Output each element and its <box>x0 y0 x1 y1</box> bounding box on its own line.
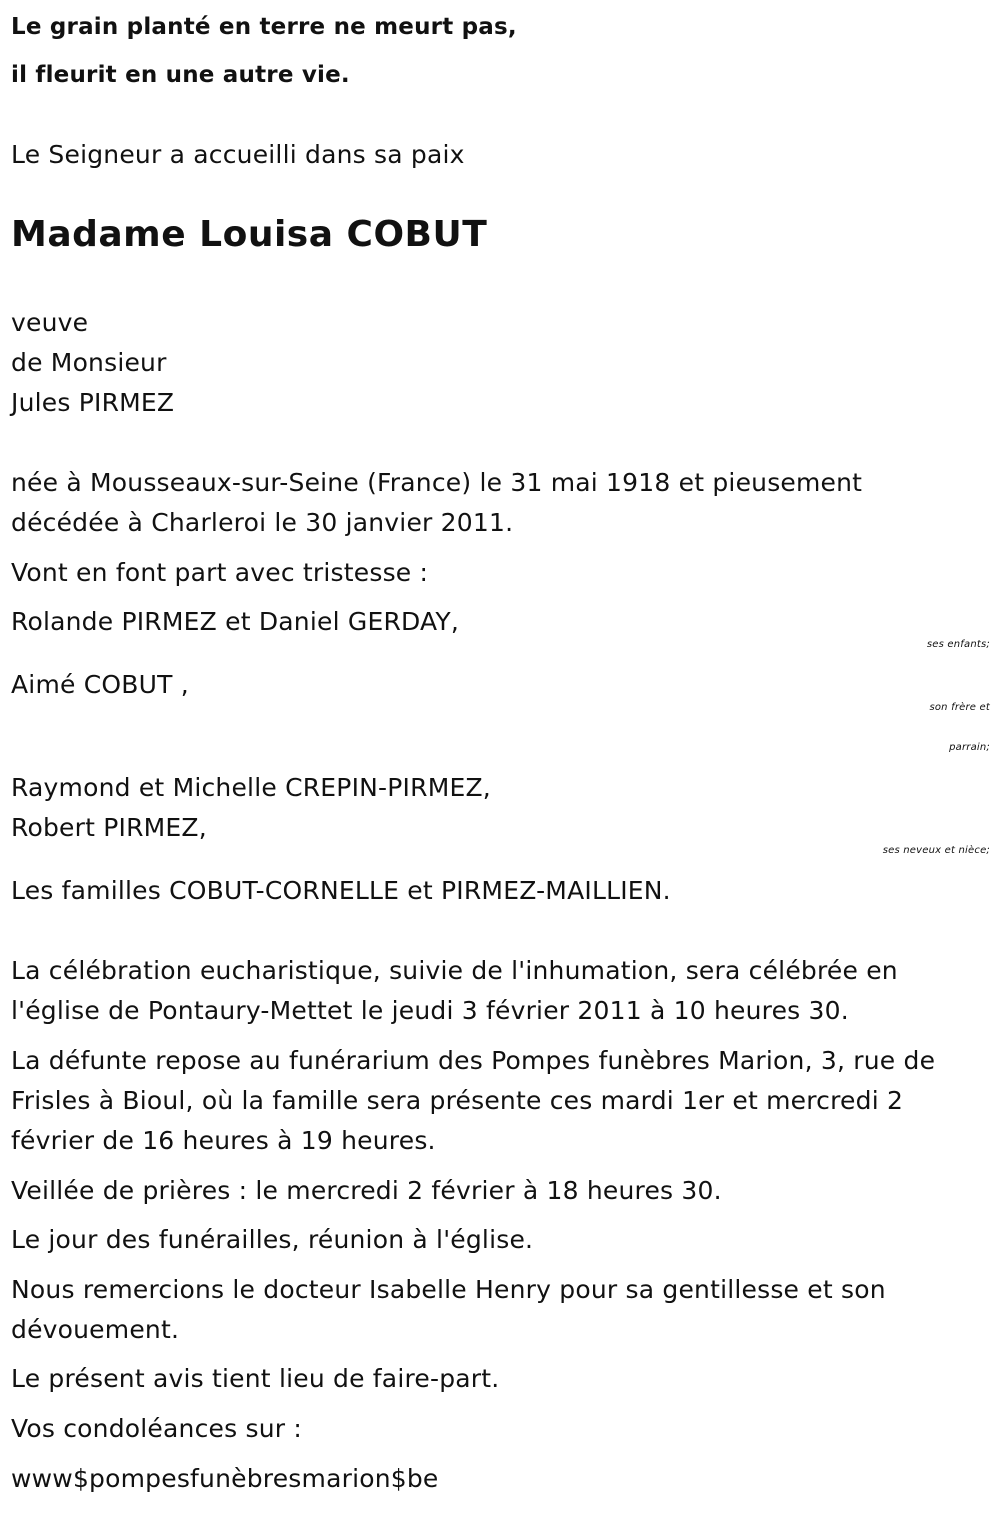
nephew-line-1: Raymond et Michelle CREPIN-PIRMEZ, <box>11 773 491 802</box>
nephew-line-2: Robert PIRMEZ, <box>11 813 207 842</box>
epigraph-line-1: Le grain planté en terre ne meurt pas, <box>11 14 517 40</box>
birth-death-line-1: née à Mousseaux-sur-Seine (France) le 31 mai 1918 et pieusement <box>11 468 863 497</box>
announce-text: Vont en font part avec tristesse : <box>11 558 429 587</box>
repose-line-2: Frisles à Bioul, où la famille sera présente ces mardi 1er et mercredi 2 <box>11 1086 904 1115</box>
intro-text: Le Seigneur a accueilli dans sa paix <box>11 140 465 169</box>
spouse-line-1: veuve <box>11 308 89 337</box>
thanks-line-1: Nous remercions le docteur Isabelle Henry pour sa gentillesse et son <box>11 1275 886 1304</box>
thanks-line-2: dévouement. <box>11 1315 180 1344</box>
repose-line-3: février de 16 heures à 19 heures. <box>11 1126 436 1155</box>
brother-name: Aimé COBUT , <box>11 670 189 699</box>
epigraph-line-2: il fleurit en une autre vie. <box>11 62 350 88</box>
vigil-text: Veillée de prières : le mercredi 2 février à 18 heures 30. <box>11 1176 722 1205</box>
funeral-day-text: Le jour des funérailles, réunion à l'église. <box>11 1225 534 1254</box>
deceased-name: Madame Louisa COBUT <box>11 214 488 255</box>
ceremony-line-2: l'église de Pontaury-Mettet le jeudi 3 février 2011 à 10 heures 30. <box>11 996 849 1025</box>
children-names: Rolande PIRMEZ et Daniel GERDAY, <box>11 607 460 636</box>
notice-text: Le présent avis tient lieu de faire-part. <box>11 1364 500 1393</box>
condolences-label: Vos condoléances sur : <box>11 1414 302 1443</box>
families-line: Les familles COBUT-CORNELLE et PIRMEZ-MAILLIEN. <box>11 876 671 905</box>
spouse-line-2: de Monsieur <box>11 348 167 377</box>
birth-death-line-2: décédée à Charleroi le 30 janvier 2011. <box>11 508 514 537</box>
ceremony-line-1: La célébration eucharistique, suivie de l'inhumation, sera célébrée en <box>11 956 898 985</box>
brother-role-line-2: parrain; <box>949 742 990 753</box>
children-role: ses enfants; <box>926 639 990 650</box>
website-text: www$pompesfunèbresmarion$be <box>11 1464 439 1493</box>
repose-line-1: La défunte repose au funérarium des Pompes funèbres Marion, 3, rue de <box>11 1046 936 1075</box>
brother-role-line-1: son frère et <box>929 702 990 713</box>
spouse-line-3: Jules PIRMEZ <box>11 388 175 417</box>
nephews-role: ses neveux et nièce; <box>882 845 990 856</box>
